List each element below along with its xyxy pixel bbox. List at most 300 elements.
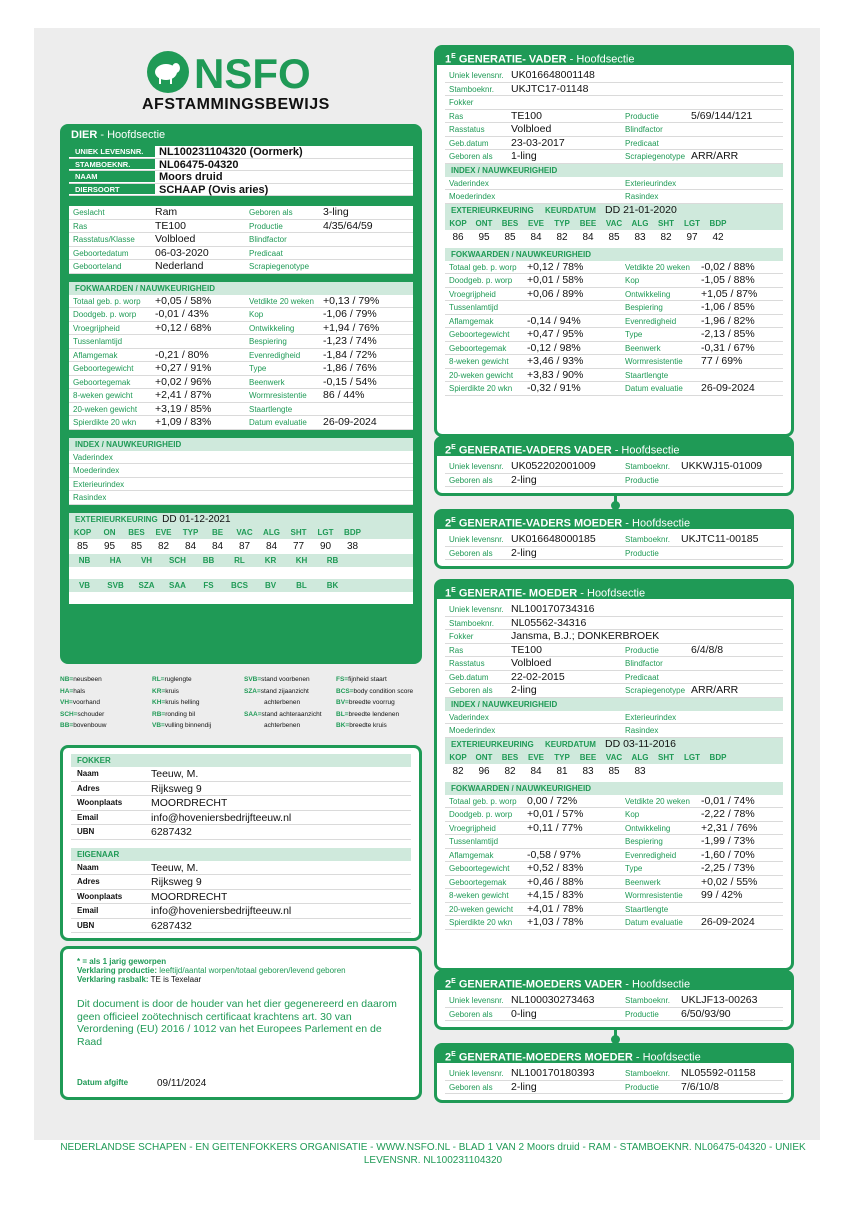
ext-label: EXTERIEURKEURING [451,739,534,749]
fok-title: FOKWAARDEN / NAUWKEURIGHEID [445,782,783,795]
field-value: -0,14 / 94% [527,314,581,327]
notes-section: * = als 1 jarig geworpen Verklaring productie: leeftijd/aantal worpen/totaal geboren/levend geboren Verklaring rasbalk: TE is Texelaar Dit document is door de houder van het dier gegenereerd en daarom geen officieel zoötechnisch certificaat krachtens art. 30 van Verordening (EU) 2016 / 1012 van het Europees Parlement en de Raad Datum afgifte 09/11/2024 [60,946,422,1100]
field-value [781,177,783,190]
ext-cell: ALG [631,218,649,228]
id-label: STAMBOEKNR. [69,159,155,171]
legend-item [244,686,336,698]
table-row [445,862,783,876]
field-label: Uniek levensnr. [449,1069,504,1078]
field-label: Exterieurindex [625,178,677,188]
legend-item [60,674,152,686]
person-label: Adres [77,877,100,886]
field-label: Geboortegewicht [449,330,510,340]
legend-text: hals [73,687,86,695]
field-value: NL100170180393 [511,1067,595,1079]
field-label: Datum evaluatie [625,918,683,928]
gen-title: GENERATIE-MOEDERS MOEDER [455,1051,633,1064]
vaders-moeder-section [434,509,794,569]
ext-values [445,764,783,779]
field-label: Evenredigheid [625,316,677,326]
person-value: Rijksweg 9 [151,782,202,795]
legend-item [152,697,244,709]
field-value: +0,13 / 79% [323,294,380,307]
ext-cell: 82 [452,765,464,777]
legend-item [336,674,428,686]
ext-values [69,539,413,554]
ext-header-3 [69,579,413,592]
field-label: Vroegrijpheid [449,289,496,299]
field-label: 20-weken gewicht [73,404,138,414]
ext-cell: EVE [155,527,172,537]
field-value: -0,32 / 91% [527,382,581,395]
field-value: -1,05 / 88% [701,274,755,287]
table-row [445,382,783,396]
ext-cell: SZA [138,580,155,590]
field-value: +4,15 / 83% [527,889,584,902]
ext-cell: 42 [712,231,724,243]
legend-item [152,709,244,721]
ext-cell: 83 [634,765,646,777]
person-row [71,825,411,840]
field-value: +0,11 / 77% [527,821,583,834]
legend-item [152,720,244,732]
gen-body [445,533,783,560]
vaders-vader-section [434,436,794,496]
field-value: -0,01 / 74% [701,794,755,807]
legend-key: BK= [336,722,350,730]
ext-cell: BK [326,580,339,590]
spacer [69,592,413,604]
field-label: Totaal geb. p. worp [449,796,517,806]
dier-exterieur: EXTERIEURKEURING DD 01-12-2021 KOP ON BES EVE TYP BE VAC ALG SHT LGT BDP 85 95 85 82 84 84 87 84 77 90 38 NB HA VH SCH BB RL KR KH RB VB SVB SZA SAA FS BCS BV BL BK [69,513,413,604]
ext-cell: BL [296,580,307,590]
legend-item [244,720,336,732]
field-label: Beenwerk [625,343,661,353]
field-value: +0,06 / 89% [527,287,584,300]
gen-number: 2 [445,978,452,991]
legend-item [152,674,244,686]
field-value: +0,02 / 96% [155,375,212,388]
field-label: Tussenlamtijd [73,337,123,346]
ext-label: EXTERIEURKEURING [451,205,534,215]
ext-cell: KR [264,555,277,565]
field-label: Aflamgemak [73,350,118,360]
ext-cell: EVE [527,218,544,228]
field-label: Ras [449,111,464,121]
table-row [69,376,413,390]
field-label: Beenwerk [249,377,285,387]
moeders-vader-section [434,970,794,1030]
field-value: 23-03-2017 [511,136,565,149]
ext-cell: BDP [344,527,361,537]
field-value: 86 / 44% [323,389,365,401]
ext-cell: 86 [452,231,464,243]
field-value: +0,01 / 57% [527,808,584,821]
legend-item [336,686,428,698]
section-header [437,439,791,456]
table-row [445,630,783,644]
id-label: UNIEK LEVENSNR. [69,146,155,158]
field-value: +0,01 / 58% [527,274,584,287]
ext-header [445,217,783,230]
ext-cell: BES [501,752,519,762]
table-row [69,403,413,417]
id-row [69,171,413,184]
field-value: 6/50/93/90 [681,1007,731,1020]
gen-title: GENERATIE- VADER [455,53,567,66]
ext-values [445,230,783,245]
field-label: Vetdikte 20 weken [249,296,314,306]
field-value: +0,12 / 78% [527,260,584,273]
person-label: Email [77,812,99,822]
field-value: -0,31 / 67% [701,341,755,354]
legend-key: NB= [60,676,74,683]
ext-cell: 82 [504,765,516,777]
legend-key: SCH= [60,710,78,718]
ext-cell: 90 [319,540,332,552]
index-title: INDEX / NAUWKEURIGHEID [445,164,783,177]
field-label: Geboren als [249,208,293,217]
ext-cell: TYP [554,752,570,762]
table-row [445,137,783,151]
field-label: Uniek levensnr. [449,462,504,471]
gen-body [445,460,783,487]
table-row [445,150,783,164]
field-value: Volbloed [155,233,196,245]
field-value: -1,96 / 82% [701,314,755,327]
field-value: 3-ling [323,206,349,218]
table-row [69,206,413,220]
field-label: Fokker [449,98,474,108]
person-label: Naam [77,769,99,778]
field-label: Type [625,330,643,340]
ext-cell: BEE [579,752,597,762]
field-label: 8-weken gewicht [449,357,509,367]
legend-text: achterbenen [264,722,301,730]
legend-key: VH= [60,699,73,707]
gen-sup: E [451,517,456,524]
table-row [445,617,783,631]
ext-cell: KH [295,555,308,565]
ext-cell [705,764,731,779]
person-value: info@hoveniersbedrijfteeuw.nl [151,811,292,824]
legend-text: fijnheid staart [348,676,387,683]
field-label: Geboren als [449,548,493,558]
ext-cell: 82 [556,231,568,243]
field-label: Vroegrijpheid [73,323,120,333]
ext-cell: 83 [634,231,646,243]
id-value: SCHAAP (Ovis aries) [159,183,269,196]
legend-text: vulling binnendij [164,722,212,730]
field-label: Wormresistentie [249,391,307,400]
index-row [69,478,413,492]
gen-body [445,994,783,1021]
person-value: Teeuw, M. [151,861,199,874]
legend-text: body condition score [353,687,414,695]
field-value: -0,01 / 43% [155,308,209,320]
table-row [445,849,783,863]
ext-cell: FS [203,580,214,590]
field-label: 20-weken gewicht [449,370,514,380]
table-row [445,342,783,356]
field-label: Stamboeknr. [625,535,670,544]
field-value: +0,12 / 68% [155,321,212,334]
field-label: Doodgeb. p. worp [73,310,137,319]
field-value: +0,05 / 58% [155,294,212,307]
id-value: NL06475-04320 [159,158,239,171]
field-label: Uniek levensnr. [449,535,504,544]
ext-cell: VB [78,580,91,590]
field-value: 06-03-2020 [155,246,209,259]
field-value: -1,06 / 79% [323,308,377,320]
id-row [69,159,413,172]
field-value: +2,31 / 76% [701,821,758,834]
field-label: Rasstatus [449,125,485,135]
ext-cell: ALG [263,527,280,537]
legend-text: neusbeen [73,676,102,683]
field-label: Aflamgemak [449,850,494,860]
field-value: 26-09-2024 [323,416,377,428]
gen-subtitle: - Hoofdsectie [566,53,635,66]
person-label: UBN [77,827,95,836]
ext-cell: 95 [478,231,490,243]
table-row [445,315,783,329]
person-value: info@hoveniersbedrijfteeuw.nl [151,905,292,917]
field-label: Uniek levensnr. [449,996,504,1005]
ext-cell: 77 [292,540,305,552]
table-row [445,110,783,124]
field-label: Wormresistentie [625,891,683,901]
field-label: Type [249,364,267,373]
index-title: INDEX / NAUWKEURIGHEID [445,698,783,711]
field-label: Ras [449,645,464,655]
field-value: -1,60 / 70% [701,848,755,861]
table-row [69,335,413,349]
dier-index-table: INDEX / NAUWKEURIGHEID Vaderindex Moederindex Exterieurindex Rasindex [69,438,413,505]
table-row [69,362,413,376]
field-label: Type [625,864,643,874]
ext-cell [653,764,679,779]
field-label: Bespiering [625,303,663,313]
document-subtitle: AFSTAMMINGSBEWIJS [142,96,330,113]
field-label: Aflamgemak [449,316,494,326]
person-label: Adres [77,783,100,793]
person-value: Rijksweg 9 [151,876,202,888]
table-row [445,1081,783,1095]
field-label: Spierdikte 20 wkn [73,418,137,427]
legend-column [60,674,152,732]
legend-key: SZA= [244,687,261,695]
field-value: +4,01 / 78% [527,902,584,915]
field-label: Scrapiegenotype [625,686,686,696]
field-label: Stamboeknr. [625,1069,670,1078]
gen-subtitle: - Hoofdsectie [611,444,680,457]
field-value [323,233,409,246]
field-value [681,547,781,560]
field-value: -1,23 / 74% [323,335,377,347]
ext-cell: 83 [582,765,594,777]
field-value: 99 / 42% [701,889,743,902]
field-label: Stamboeknr. [449,84,494,94]
field-value [323,403,409,416]
ext-header-2 [69,554,413,567]
ext-cell: KOP [449,752,467,762]
field-label: Uniek levensnr. [449,71,504,80]
field-value: 26-09-2024 [701,382,755,395]
field-label: Doodgeb. p. worp [449,810,513,820]
ext-cell: SHT [658,752,674,762]
field-label: Staartlengte [625,370,669,380]
ext-cell: 81 [556,765,568,777]
person-value: 6287432 [151,919,192,932]
field-value: +1,94 / 76% [323,321,380,334]
ext-date: DD 21-01-2020 [605,203,677,216]
field-value: -2,25 / 73% [701,862,755,875]
gen-title: GENERATIE-VADERS MOEDER [455,517,623,530]
ext-cell: BES [501,218,519,228]
field-value: -1,84 / 72% [323,348,377,361]
ext-cell: ONT [475,752,493,762]
field-value: -1,86 / 76% [323,362,377,374]
sheep-logo-icon [146,50,336,94]
gen-title: GENERATIE- MOEDER [455,587,578,600]
field-value: UK052202001009 [511,460,596,472]
legend-key: KH= [152,699,166,707]
table-row [445,808,783,822]
field-label: Stamboeknr. [625,996,670,1005]
index-label: Rasindex [73,493,107,502]
legend-key: HA= [60,687,74,695]
legend-key: RL= [152,676,165,683]
table-row [445,684,783,698]
legend-text: bovenbouw [73,722,107,730]
legend-key: KR= [152,687,166,695]
field-label: Blindfactor [625,125,663,135]
field-label: Exterieurindex [625,712,677,722]
field-label: Rasindex [625,726,659,736]
ext-cell: 84 [582,231,594,243]
gen-number: 2 [445,444,452,457]
table-row [445,644,783,658]
legend-key: BV= [336,699,349,707]
field-label: Blindfactor [249,235,287,244]
ext-cell: 84 [530,765,542,777]
gen-body [445,603,783,930]
person-row [71,904,411,919]
ext-cell: VAC [605,752,623,762]
field-value: -2,22 / 78% [701,808,755,821]
field-value: Volbloed [511,657,552,670]
person-row [71,861,411,876]
field-label: Vroegrijpheid [449,823,496,833]
field-value: Volbloed [511,123,552,136]
field-value: Nederland [155,260,204,272]
field-label: Geboren als [449,1082,493,1092]
person-row [71,811,411,826]
table-row [445,474,783,488]
field-value: ARR/ARR [691,684,739,697]
field-value [691,137,783,150]
table-row [445,261,783,275]
ext-cell: ON [103,527,116,537]
field-label: Vetdikte 20 weken [625,796,690,806]
person-value: MOORDRECHT [151,797,228,809]
field-label: Ras [73,221,88,231]
vader-section [434,45,794,437]
field-label: Datum evaluatie [249,418,307,427]
field-value: Jansma, B.J.; DONKERBROEK [511,630,660,643]
person-row [71,782,411,797]
legend-key: FS= [336,676,349,683]
gen-sup: E [451,1051,456,1058]
field-value: 22-02-2015 [511,670,565,683]
legend-key: SVB= [244,676,262,683]
ext-cell: VAC [236,527,253,537]
table-row [445,724,783,738]
table-row [445,288,783,302]
table-row [445,69,783,83]
certificate-page [34,28,820,1140]
field-label: Bespiering [249,337,287,346]
legend-text: achterbenen [264,699,301,707]
legend-text: stand achteraanzicht [261,710,322,718]
table-row [445,369,783,383]
field-value: 0-ling [511,1007,537,1020]
ext-cell: 85 [76,540,89,552]
person-label: Naam [77,862,99,872]
field-label: Spierdikte 20 wkn [449,384,513,394]
id-label: DIERSOORT [69,184,155,196]
field-value: TE100 [511,643,542,656]
ext-cell: TYP [554,218,570,228]
id-value: Moors druid [159,171,223,183]
field-value: 26-09-2024 [701,916,755,929]
field-value [681,474,781,487]
legend-column [244,674,336,732]
table-row [445,711,783,725]
ext-cell: 84 [530,231,542,243]
ext-cell: SVB [107,580,124,590]
field-value: ARR/ARR [691,150,739,163]
field-label: Rasindex [625,192,659,202]
ext-cell: SCH [169,555,186,565]
table-row [445,876,783,890]
field-value: -0,02 / 88% [701,260,755,273]
ext-cell: 84 [265,540,278,552]
person-value: 6287432 [151,826,192,838]
ext-cell: BCS [231,580,248,590]
gen-sup: E [451,53,456,60]
person-label: Woonplaats [77,891,123,901]
legend-text: stand zijaanzicht [260,687,309,695]
ext-cell: LGT [684,218,700,228]
ext-cell: 84 [184,540,197,552]
section-header [437,582,791,599]
ext-cell [679,764,705,779]
ext-cell: BB [202,555,215,565]
legend-text: breedte lendenen [348,710,400,718]
spacer [69,567,413,579]
index-row [69,451,413,465]
table-row [445,460,783,474]
ext-cell: KOP [449,218,467,228]
ext-cell: LGT [684,752,700,762]
index-label: Exterieurindex [73,479,125,489]
legend-item [244,674,336,686]
field-value [527,301,621,314]
field-label: Geb.datum [449,672,489,682]
field-value: -2,13 / 85% [701,328,755,341]
